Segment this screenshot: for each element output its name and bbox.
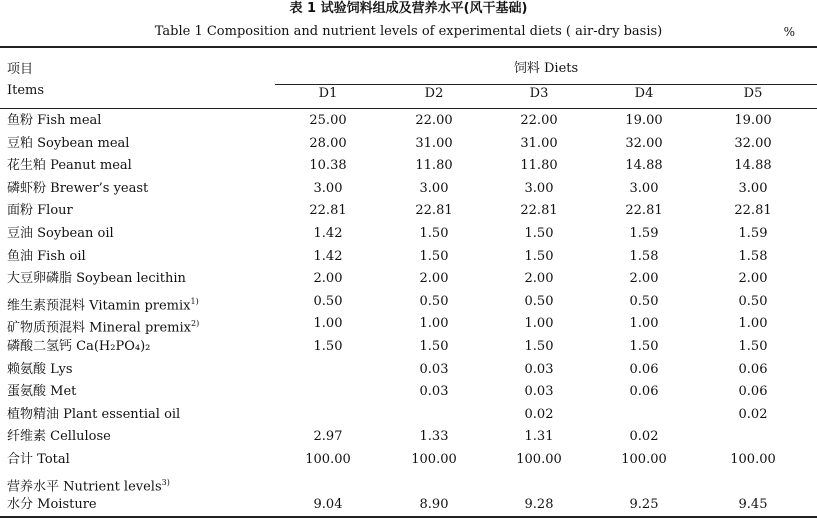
diets-header-rule [275,84,817,85]
cell-d1: 9.04 [313,497,343,513]
row-label [7,178,148,200]
row-label [7,268,186,290]
cell-d4: 100.00 [621,451,667,467]
table-title-chinese: 表 1 试验饲料组成及营养水平(风干基础) [289,1,528,16]
row-label-chinese: 营养水平 [7,478,60,494]
cell-d2: 0.03 [419,361,449,377]
row-label-chinese: 维生素预混料 [7,298,86,314]
row-label [7,494,97,516]
cell-d3: 0.03 [524,361,554,377]
items-header-chinese: 项目 [7,62,34,77]
cell-d4: 1.00 [629,316,659,332]
row-label-chinese: 豆油 [7,225,34,241]
row-label-english: Nutrient levels [63,478,162,494]
table-row [0,178,817,201]
row-label-chinese: 花生粕 [7,158,47,174]
table-row [0,200,817,223]
row-label-english: Mineral premix [89,320,191,336]
cell-d5: 1.59 [738,225,768,241]
cell-d2: 1.50 [419,338,449,354]
cell-d3: 1.31 [524,429,554,445]
top-rule [0,46,817,48]
cell-d1: 1.50 [313,338,343,354]
cell-d1: 100.00 [305,451,351,467]
cell-d5: 19.00 [734,113,772,128]
column-header-d4: D4 [634,86,654,101]
row-label-chinese: 大豆卵磷脂 [7,271,73,287]
table-row [0,426,817,449]
row-label-chinese: 合计 [7,451,34,467]
table-row [0,336,817,359]
table-row [0,291,817,314]
row-label-english: Moisture [37,497,97,513]
table-row [0,404,817,427]
table-row [0,359,817,382]
cell-d5: 1.50 [738,338,768,354]
cell-d3: 1.00 [524,316,554,332]
table-body [0,110,817,517]
cell-d5: 0.06 [738,361,768,377]
cell-d3: 100.00 [516,451,562,467]
cell-d1: 0.50 [313,293,343,309]
cell-d5: 9.45 [738,497,768,513]
row-label-chinese: 矿物质预混料 [7,320,86,336]
cell-d2: 0.50 [419,293,449,309]
table-row [0,472,817,495]
cell-d4: 3.00 [629,180,659,196]
table-row [0,223,817,246]
cell-d1: 2.97 [313,429,343,445]
row-label-english: Total [37,451,70,467]
cell-d2: 3.00 [419,180,449,196]
row-label-chinese: 豆粕 [7,135,34,151]
cell-d4: 2.00 [629,271,659,287]
header-rule [0,108,817,109]
cell-d4: 0.06 [629,384,659,400]
cell-d2: 11.80 [415,158,453,174]
row-label-english: Ca(H₂PO₄)₂ [76,338,151,354]
cell-d2: 2.00 [419,271,449,287]
row-label-english: Met [50,384,77,400]
cell-d3: 22.81 [520,203,558,219]
row-label [7,381,76,403]
table-row [0,155,817,178]
cell-d2: 8.90 [419,497,449,513]
row-label-chinese: 面粉 [7,203,34,219]
cell-d1: 28.00 [309,135,347,151]
cell-d2: 1.50 [419,225,449,241]
row-label-english: Lys [50,361,73,377]
row-label-english: Peanut meal [50,158,132,174]
column-header-d5: D5 [743,86,763,101]
column-header-d1: D1 [318,86,338,101]
row-label-english: Soybean lecithin [76,271,186,287]
row-label-chinese: 纤维素 [7,429,47,445]
row-label [7,133,129,155]
cell-d3: 11.80 [520,158,558,174]
cell-d5: 2.00 [738,271,768,287]
cell-d4: 32.00 [625,135,663,151]
cell-d1: 1.42 [313,248,343,264]
cell-d1: 3.00 [313,180,343,196]
cell-d5: 1.00 [738,316,768,332]
cell-d4: 19.00 [625,113,663,128]
cell-d3: 1.50 [524,248,554,264]
row-label [7,359,73,381]
cell-d4: 22.81 [625,203,663,219]
cell-d3: 1.50 [524,338,554,354]
column-header-d3: D3 [529,86,549,101]
row-label [7,426,111,448]
table-title-english: Table 1 Composition and nutrient levels of experimental diets ( air-dry basis) [154,24,663,39]
table-row [0,133,817,156]
cell-d4: 0.02 [629,429,659,445]
row-label-chinese: 蛋氨酸 [7,384,47,400]
cell-d3: 0.50 [524,293,554,309]
table-row [0,110,817,133]
row-label [7,246,86,268]
cell-d5: 32.00 [734,135,772,151]
cell-d3: 1.50 [524,225,554,241]
table-row [0,449,817,472]
cell-d5: 14.88 [734,158,772,174]
footnote-marker: 1) [190,296,199,306]
cell-d1: 1.00 [313,316,343,332]
cell-d2: 1.50 [419,248,449,264]
row-label-chinese: 植物精油 [7,406,60,422]
cell-d1: 10.38 [309,158,347,174]
cell-d4: 1.59 [629,225,659,241]
cell-d2: 31.00 [415,135,453,151]
cell-d3: 31.00 [520,135,558,151]
row-label-english: Fish oil [37,248,86,264]
row-label-english: Vitamin premix [89,298,191,314]
cell-d5: 100.00 [730,451,776,467]
cell-d3: 9.28 [524,497,554,513]
row-label-english: Brewer’s yeast [50,180,149,196]
cell-d2: 1.33 [419,429,449,445]
row-label [7,336,150,358]
cell-d5: 0.50 [738,293,768,309]
footnote-marker: 2) [191,319,200,329]
cell-d3: 0.03 [524,384,554,400]
cell-d5: 0.02 [738,406,768,422]
row-label-english: Plant essential oil [63,406,181,422]
column-header-d2: D2 [424,86,444,101]
cell-d2: 22.81 [415,203,453,219]
footnote-marker: 3) [161,477,170,487]
row-label-chinese: 磷酸二氢钙 [7,338,73,354]
cell-d3: 2.00 [524,271,554,287]
cell-d2: 0.03 [419,384,449,400]
cell-d1: 25.00 [309,113,347,128]
table-row [0,494,817,517]
cell-d4: 0.50 [629,293,659,309]
cell-d1: 1.42 [313,225,343,241]
cell-d2: 22.00 [415,113,453,128]
cell-d4: 1.50 [629,338,659,354]
table-row [0,246,817,269]
row-label [7,155,132,177]
cell-d4: 0.06 [629,361,659,377]
table-row [0,268,817,291]
row-label-chinese: 磷虾粉 [7,180,47,196]
row-label-english: Soybean oil [37,225,114,241]
unit-label: % [783,25,795,39]
diets-header-chinese: 饲料 [513,61,540,76]
row-label-chinese: 赖氨酸 [7,361,47,377]
cell-d5: 3.00 [738,180,768,196]
cell-d3: 0.02 [524,406,554,422]
diets-header [275,57,817,76]
cell-d1: 22.81 [309,203,347,219]
cell-d4: 9.25 [629,497,659,513]
row-label-chinese: 鱼油 [7,248,34,264]
cell-d3: 3.00 [524,180,554,196]
row-label-english: Cellulose [50,429,111,445]
row-label-english: Flour [37,203,73,219]
cell-d1: 2.00 [313,271,343,287]
row-label [7,110,101,132]
items-header-english: Items [7,83,45,98]
diets-header-english: Diets [543,61,579,76]
row-label [7,200,73,222]
cell-d3: 22.00 [520,113,558,128]
row-label-chinese: 水分 [7,497,34,513]
cell-d4: 14.88 [625,158,663,174]
row-label-english: Soybean meal [37,135,130,151]
cell-d4: 1.58 [629,248,659,264]
row-label-chinese: 鱼粉 [7,113,34,128]
row-label-english: Fish meal [37,113,102,128]
row-label [7,223,114,245]
row-label [7,449,70,471]
table-row [0,381,817,404]
cell-d5: 1.58 [738,248,768,264]
cell-d5: 0.06 [738,384,768,400]
row-label [7,404,180,426]
cell-d2: 1.00 [419,316,449,332]
table-row [0,313,817,336]
cell-d5: 22.81 [734,203,772,219]
cell-d2: 100.00 [411,451,457,467]
